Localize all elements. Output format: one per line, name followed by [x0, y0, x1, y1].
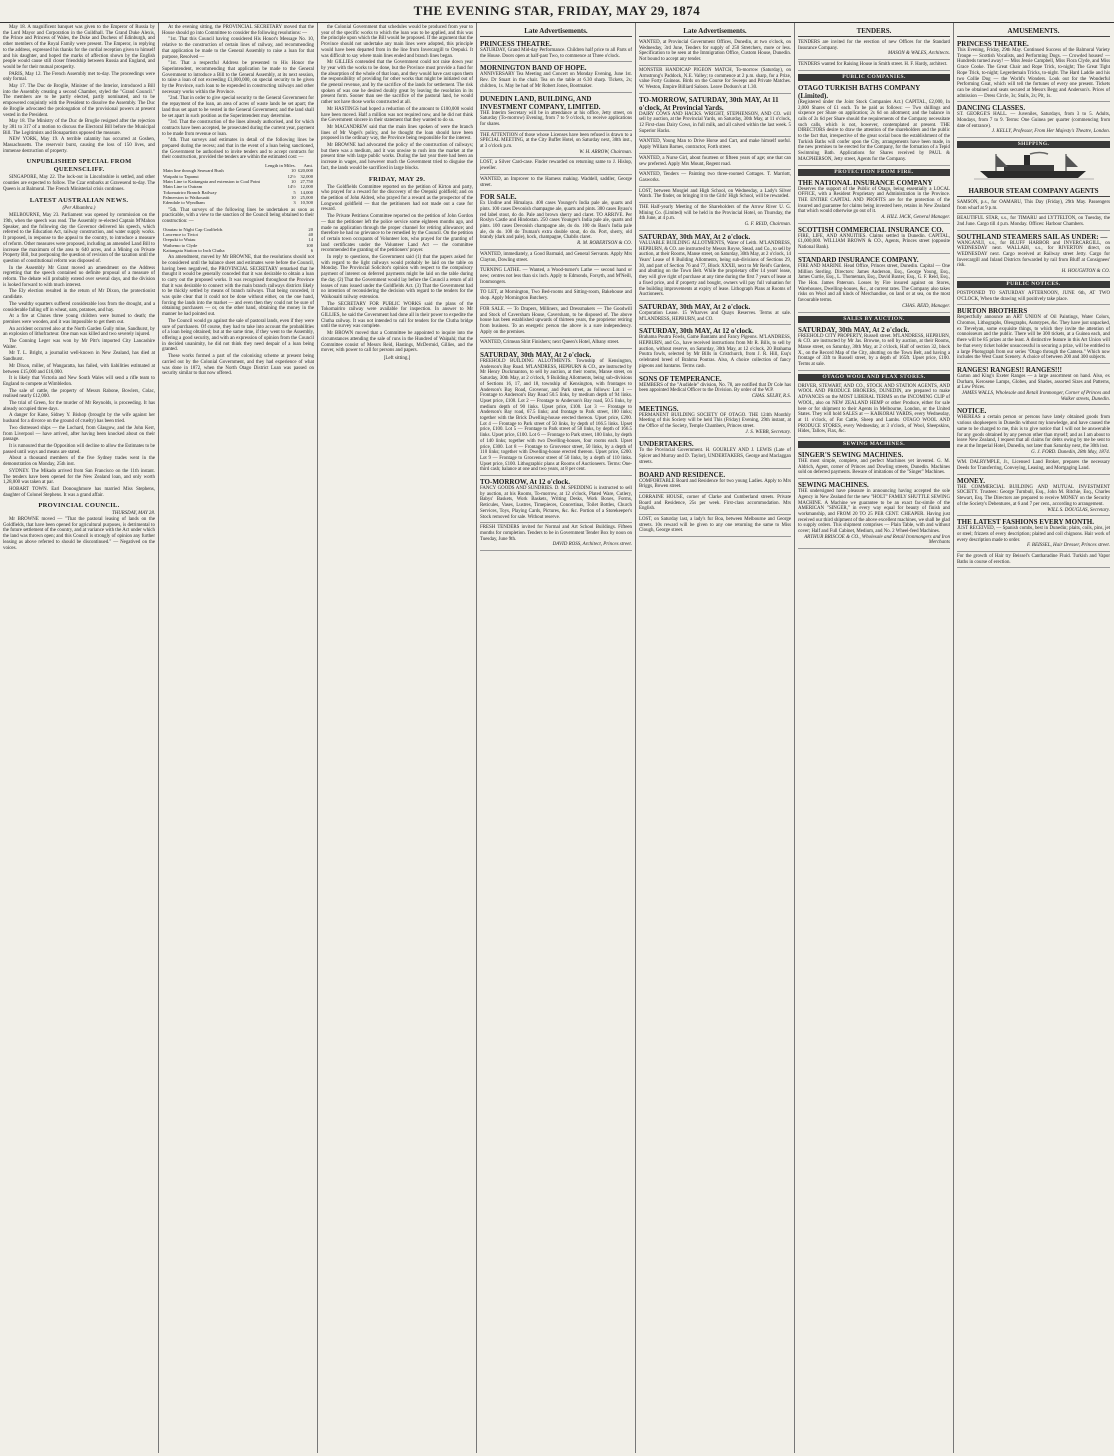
paragraph: May 18. The Ministry of the Duc de Broglie resigned after the rejection by 381 to 317 of a motion to discuss the Electoral Bill before the Municipal Bill. The Legitimists and Bonapartists opposed the measure. [3, 119, 155, 136]
ad-body: WANTED, Crimean Shirt Finishers; next Queen's Hotel, Albany street. [480, 340, 620, 346]
ad-body: TENDERS wanted for Raising House in Smith street. H. F. Hardy, architect. [798, 62, 948, 68]
advertisement [639, 187, 791, 203]
section-bar: PUBLIC COMPANIES. [798, 74, 950, 81]
advertisement [798, 382, 950, 438]
table-cell: 25,000 [300, 194, 313, 200]
paragraph: Two distressed ships — the Lochard, from Glasgow, and the John Kerr, from Liverpool — have arrived, after having been knocked about on their passage. [3, 425, 155, 443]
ad-body: TO LET, at Mornington, Two Bed-rooms and Sitting-room, Bakehouse and shop. Apply Mornington Butchery. [480, 290, 632, 302]
ad-title: BOARD AND RESIDENCE. [639, 470, 726, 479]
council-resolutions-2 [162, 208, 314, 225]
ads-list [798, 177, 950, 313]
paragraph: May 17. The Duc de Broglie, Minister of the Interior, introduced a Bill into the Assembly creating a second Chamber, styled the "Grand Council." The members are to be partly elected, partly nominated, and to be empowered conjointly with the President to dissolve the Assembly. The Duc de Broglie advocated the prolongation of the provisional powers at present vested in the President. [3, 84, 155, 118]
ad-body: FRESH TENDERS invited for Normal and Art School Buildings. Fifteen months for completion. Tenders to be in Government Tender Box by noon on Tuesday, June 9th. [480, 525, 632, 542]
advertisement [480, 131, 632, 159]
advertisement [480, 191, 632, 250]
ad-signature: ARTHUR BRISCOE & CO., Wholesale and Retail Ironmongers and Iron Merchants [804, 534, 950, 546]
ad-body: WANTED, Tenders — Painting two three-roomed Cottages. T. Marriott, Gasworks. [639, 172, 791, 183]
ad-body: WANTED, Young Man to Drive Horse and Cart, and make himself useful. Apply William Barnes, contractor, Forth street. [639, 139, 791, 151]
ad-body: Ex Undine and Himalaya. 400 cases Younger's India pale ale, quarts and pints. 100 cases Devonish champagne ale, quarts and pints. 300 cases Byass's red label stout, do do. Pale and brown sherry and claret. TO ARRIVE. Per Roslyn Castle and Hindostan. 250 cases Younger's India pale ale, quarts and pints. 100 cases Devonish champagne ale, do do. 100 do Bass's India pale ale, do do. 100 do Truman's extra double stout, do do. Port, sherry, old brandy (dark and pale), hock, champagne, Chablis claret. [480, 201, 632, 241]
advertisement [957, 364, 1110, 406]
advertisement [639, 493, 791, 515]
column-head: Late Advertisements. [639, 27, 791, 37]
table-cell: 14½ [287, 184, 296, 190]
table-cell: Main Line to Kaitangata and extension to Coal Point [163, 179, 260, 185]
advertisement [798, 38, 950, 60]
column-head: Late Advertisements. [480, 27, 632, 37]
paragraph: About a thousand members of the five Sydney trades went in the demonstration on Monday, 25th inst. [3, 456, 155, 468]
paragraph: Mr HASTINGS had hoped a reduction of the amount to £100,000 would have been moved. Half a million was not required now, and he did not think the Government sincere in their statement that they wanted to do so. [321, 106, 473, 124]
ad-body: LOST, a Silver Card-case. Finder rewarded on returning same to J. Hislop, jeweller. [480, 160, 632, 172]
paragraph: "4th. That surveys and estimates in detail of the following lines be prepared during the recess; and that in the event of a loan being sanctioned, the Government be authorised to invite tenders and to accept contracts for their construction, provided the tenders are within the estimated cost: — [162, 138, 314, 161]
ad-title: FOR SALE. [480, 193, 517, 202]
advertisement [480, 158, 632, 174]
paragraph: NEW YORK, May 19. A terrible calamity has occurred at Goshen, Massachusetts. The reservoir burst, causing the loss of 150 lives, and immense destruction of property. [3, 137, 155, 154]
ad-body: (Registered under the Joint Stock Companies Act.) CAPITAL, £2,000, In 2,000 Shares of £1 each. To be paid as follows: — Two shillings and sixpence per Share on application; 2s 6d on allotment; and the balance in calls of 2s 6d per Share should the requirements of the Company necessitate such calls, which is not, however, contemplated at present. THE DIRECTORS desire to draw the attention of the shareholders and the public to the fact that, irrespective of the great social boon the establishment of the Turkish Baths will confer upon the City, arrangements have been made, in the new premises to be erected for the Company, for the formation of a Tepid Swimming Bath. Applications for Shares received by PAUL & MACPHERSON, Jetty street, Agents for the Company. [798, 99, 950, 162]
ads-list [798, 382, 950, 438]
column-5 [636, 23, 795, 1453]
table-cell: Main line through Seaward Bush [163, 168, 224, 174]
table-cell: 10 [291, 179, 296, 185]
paragraph: In reply to questions, the Government said (1) that the papers asked for with regard to the light railways would probably be laid on the table on Monday. The Provincial Solicitor's opinion with respect to the compulsory payment of interest on deferred payments might be laid on the table during the day. (2) That the Government would lay before the Council a return of all leases of runs issued under the Goldfields Act. (3) That the Government had no intention of reconsidering the decision with regard to the tenders for the Waikouaiti railway extension. [321, 255, 473, 300]
advertisement [798, 177, 950, 224]
table-cell: 10 [291, 168, 296, 174]
ad-body: VALUABLE BUILDING ALLOTMENTS, Water of Leith. M'LANDRESS, HEPBURN, & CO. are instructed by Messrs Royse, Stead, and Co., to sell by auction, at their Rooms, Manse street, on Saturday, 30th May, at 2 o'clock, 14 Years' Lease of 8 Building Allotments, being sub-divisions of Sections 29, 30, and part of Section 76 and 77, Block XXXII, next to Mr Reid's Gardens, and abutting on the Town Belt. While the proprietary offer 14 years' lease, they will give right of purchase at any time during the first 7 years of lease at a fixed price, and if property and bought, owners will pay full valuation for the building improvements at expiry of lease. Lithograph Plans at Rooms of Auctioneers. [639, 240, 792, 298]
advertisement [480, 288, 632, 304]
section-bar: SHIPPING. [957, 141, 1110, 148]
paragraph: May 18. A magnificent banquet was given to the Emperor of Russia by the Lord Mayor and Corporation in the Guildhall. The Grand Duke Alexis, the Prince and Princess of Wales, the Duke and Duchess of Edinburgh, and other members of the Royal Family were present. The Emperor, in replying to the address, expressed his thanks for the cordial reception given to himself and his daughter, and hoped the marks of affection shown by the English people would cause still closer friendship between Russia and England, and would be for their mutual prosperity. [3, 25, 155, 70]
table-cell: 40 [308, 231, 313, 237]
ad-body: FREEHOLD BUILDING ALLOTMENTS. Township of Kensington, Anderson's Bay Road. M'LANDRESS, HEPBURN & CO., are instructed by Mr Henry Duckmanton, to sell by auction, at their rooms, Manse street, on Saturday, 30th May, at 2 o'clock, 9 Building Allotments, being sub-divisions of Sections 16, 17, and 18, township of Kensington, with frontages to Anderson's Bay Road, Grovenor, and Park street, as follows: Lot 1 — Frontage to Anderson's Bay Road 50.5 links, by medium depth of 94 links. Upset price, £100. Lot 2 — Frontage to Anderson's Bay road, 50.5 links, by medium depth of 90 links. Upset price, £100. Lot 3 — Frontage to Anderson's Bay road, 67.5 links; and frontage to Park street, 100 links; together with the Brick Dwelling-house erected thereon. Upset price, £200. Lot 4 — Frontage to Park street of 50 links, by depth of 166.5 links. Upset price, £100. Lot 5 — Frontage to Park street of 50 links, by depth of 166.5 links. Upset price, £100. Lot 6 — Frontage to Park street, 100 links, by depth of 140 links; together with two Dwelling-houses, four rooms each. Upset price, £300. Lot 8 — Frontage to Grosvenor street, 50 links, by a depth of 110 links; together with Dwelling-house erected thereon. Upset price, £200. Lot 9 — Frontage to Grosvenor street of 50 links, by a depth of 110 links. Upset price, £100. Lithographic plans at Rooms of Auctioneers. Terms: One-third cash; balance at one and two years, at 8 per cent. [480, 359, 632, 473]
ad-title: PRINCESS THEATRE. [957, 40, 1029, 48]
advertisement [798, 224, 950, 254]
heading-special: UNPUBLISHED SPECIAL FROM QUEENSCLIFF. [26, 158, 132, 174]
section-bar: OTAGO WOOL AND FLAX STORES. [798, 374, 950, 381]
section-bar: SALES BY AUCTION. [798, 316, 950, 323]
table-cell: 5 [293, 189, 296, 195]
table-cell: 20 [308, 226, 313, 232]
advertisement [480, 349, 632, 476]
table-cell: 27,750 [300, 179, 313, 185]
ads-list [798, 38, 950, 71]
column-1 [0, 23, 159, 1453]
council-resolutions [162, 25, 314, 161]
table-cell: 14,000 [300, 189, 313, 195]
ad-body: ST. GEORGE'S HALL. — Juveniles, Saturdays, from 3 to 5. Adults, Mondays, from 7 to 9. Terms: One Guinea per quarter (commencing from date of entrance). [957, 112, 1110, 129]
table-cell: Waihemo to Clyde [163, 242, 198, 248]
advertisement [957, 231, 1110, 278]
ad-title: THE LATEST FASHIONS EVERY MONTH. [957, 518, 1094, 527]
ad-title: PRINCESS THEATRE. [480, 40, 552, 48]
table-cell: Main Line to Outram [163, 184, 203, 190]
table-cell: Orepuki to Waiau [163, 237, 196, 243]
ad-body: WANTED, at Provincial Government Offices, Dunedin, at two o'clock, on Wednesday, 3rd June, Tenders for supply of 250 Stretchers, more or less. Specification to be seen at the Immigration Office, Custom House, Dunedin. Not bound to accept any tender. [639, 40, 791, 63]
paragraph: "5th. That surveys of the following lines be undertaken as soon as practicable, with a view to the sanction of the Council being obtained to their construction: — [162, 207, 314, 224]
council-debate-cont [321, 25, 473, 172]
steamship-engraving [974, 151, 1094, 181]
ad-body: WM. DALRYMPLE, Jr., Licensed Land Broker, prepares the necessary Deeds for Transferring, Conveying, Leasing, and Mortgaging Land. [957, 460, 1110, 472]
advertisement [480, 175, 632, 191]
advertisement [798, 449, 950, 479]
paragraph: The SECRETARY FOR PUBLIC WORKS said the plans of the Tokomairiro railway were available for inspection. In answer to Mr GILLIES, he said the Government had done all in their power to expedite the Clutha railway. It was not intended to call for tenders for the Clutha bridge until the survey was complete. [321, 301, 473, 330]
column-6 [795, 23, 954, 1453]
paragraph: At the evening sitting, the PROVINCIAL SECRETARY moved that the House should go into Committee to consider the following resolutions: — [162, 25, 314, 36]
ads-list [639, 38, 791, 537]
table-cell: 12½ [287, 173, 296, 179]
advertisement [480, 523, 632, 551]
paragraph: The Private Petitions Committee reported on the petition of John Gordon — that the petitioner left the police service some eighteen months ago, and made no application through the proper channel for retiring allowance; and therefore he had no grievance to be remedied by the Council. On the petition of certain town occupants of Volunteer lots, who prayed for the granting of land certificates under the Volunteer Land Act — the committee recommended the granting of the petitioners' prayer. [321, 214, 473, 254]
advertisement [957, 289, 1110, 305]
ad-title: THE NATIONAL INSURANCE COMPANY [798, 178, 933, 187]
column-head: AMUSEMENTS. [957, 27, 1110, 37]
column-3 [318, 23, 477, 1453]
ad-title: NOTICE. [957, 407, 987, 416]
ad-body: WANTED, a Nurse Girl, about fourteen or fifteen years of age; one that can sew preferred. Apply Mrs Mount, Regent road. [639, 155, 791, 167]
table-cell: Palmerston to Waikouaiti [163, 194, 210, 200]
news-australian [3, 213, 155, 468]
hobart-paragraph: HOBART TOWN. Earl Donoughmore has married Miss Stephens, daughter of Colonel Stephens. It was a grand affair. [3, 486, 155, 498]
ad-body: Corporation Lease. 15 Wharves and Quays Reserves. Terms at sale. M'LANDRESS, HEPBURN, and CO. [639, 310, 791, 322]
paragraph: At a fire at Clunes three young children were burned to death; the premises were wooden, and it was impossible to get them out. [3, 314, 155, 325]
table-cell: Waipahi to Tapanui [163, 173, 199, 179]
railway-table-body [162, 168, 314, 205]
advertisement [480, 305, 632, 339]
masthead: THE EVENING STAR, FRIDAY, MAY 29, 1874 [0, 0, 1114, 23]
table-cell: Otautau to Night Cap Coalfields [163, 226, 223, 232]
table-cell: 100 [306, 242, 313, 248]
ad-body: For the growth of Hair try Beissel's Cantharadine Fluid. Turkish and Vapor Baths in course of erection. [957, 554, 1110, 565]
advertisement [639, 38, 791, 66]
heading-latest: LATEST AUSTRALIAN NEWS. [29, 196, 129, 204]
advertisement [480, 338, 632, 349]
special-paragraph: SINGAPORE, May 22. The lock-out in Lincolnshire is settled, and other counties are expected to follow. The Czar embarks at Gravesend to-day. The Queen is at Balmoral. The French Ministerial crisis continues. [3, 175, 155, 192]
table-cell: 10,500 [300, 200, 313, 206]
ad-body: THE Interim Secretary will be in attendance at his office, Jetty street, on Saturday (To-morrow) Evening, from 7 to 9 o'clock, to receive applications for shares. [480, 110, 632, 127]
paragraph: "3rd. That the construction of the lines already authorised, and for which contracts have been accepted, be prosecuted during the current year, payment to be made from revenue or loan. [162, 120, 314, 137]
advertisement [480, 93, 632, 131]
section-bar: SEWING MACHINES. [798, 441, 950, 448]
ads-list [798, 82, 950, 166]
paragraph: MELBOURNE, May 23. Parliament was opened by commission on the 19th, when the speech was read. The Assembly re-elected Captain M'Mahon Speaker, and the following day the Governor delivered his speech, which referred to the Education Act, railway construction, and water supply works. It proposed, in response to the appeal to the country, to introduce a measure of reform. Other measures were proposed, including an amended Land Bill to increase the maximum of the area to 640 acres, and a Mining on Private Property Bill, but postponing the question of revision of the taxation until the question of constitutional reform was disposed of. [3, 213, 155, 264]
ad-title: STANDARD INSURANCE COMPANY. [798, 255, 919, 264]
ad-signature: W. H. ARROW, Chairman. [579, 149, 632, 155]
paragraph: The sale of cattle, the property of Messrs Rabone, Bowlers, Colac, realised nearly £12,000. [3, 388, 155, 400]
ads-list [957, 289, 1110, 569]
council-friday [321, 185, 473, 354]
advertisement [957, 405, 1110, 458]
paragraph: An amendment, moved by Mr BROWNE, that the resolutions should not be considered until the balance sheet and estimates were before the Council, having been negatived, the PROVINCIAL SECRETARY remarked that he thought it would be generally conceded that it was desirable to obtain a loan to carry out the proposed works. It was recognised throughout the Province that it was desirable to connect with the main branch railways districts likely to be thickly settled by means of branch railways. That being conceded, it was quite clear that it could not be done without either, on the one hand, forcing the lands into the market — and even then they could not be sure of obtaining purchasers — or, on the other hand, obtaining the money in the manner he had pointed out. [162, 255, 314, 318]
ad-signature: G. J. FORD. Dunedin, 28th May, 1874. [1031, 449, 1110, 455]
ad-body: FIRE, LIFE, AND ANNUITIES. Claims settled in Dunedin. CAPITAL, £1,000,000. WILLIAM BROWN & CO., Agents, Princes street (opposite National Bank). [798, 233, 950, 251]
ad-body: Garton and King's Exeter Ranges — a large assortment on hand. Also, ex Durham, Kerosene Lamps, Globes, and Shades, assorted Sizes and Patterns, at Low Prices. [957, 373, 1110, 391]
advertisement [639, 325, 791, 372]
ad-signature: G. F. REID, Chairman. [744, 222, 791, 228]
advertisement [957, 38, 1110, 102]
table-cell: 32,000 [300, 173, 313, 179]
paragraph: Mr BROWNE had advocated the policy of the construction of railways; but there was a medium, and it was unwise to rush into the market at the present time with large public works. During the last year there had been an increase in wages, and however much the Government tried to disguise the fact, the lands would be sacrificed in large blocks. [321, 143, 473, 171]
advertisement [639, 203, 791, 231]
ad-body: SATURDAY, Grand Mid-day Performance. Children half price to all Parts of the House. Doors open at half-past Two, to commence at Three o'clock. [480, 48, 632, 59]
ad-signature: J. KELLY, Professor, From Her Majesty's Theatre, London. [991, 129, 1110, 135]
ad-body: THE Half-yearly Meeting of the Shareholders of the Arrow River U. G. Mining Co. (Limited) will be held in the Provincial Hotel, on Thursday, the 4th June, at 4 p.m. [639, 205, 791, 222]
table-cell: 12,000 [300, 184, 313, 190]
paragraph: Mr GILLIES contended that the Government could not raise down year by year with the works to be done, but the Province must provide a fund for the absorption of the whole of that loan, and they would have cast upon them the responsibility of providing for other works that might be initiated out of the general revenue, and by the sacrifice of the lands for settlement. The risk spoken of was one he desired doubly great by leaving the resolution in its present form. Sooner than see the sacrifice of the pastoral land, he would rather not have those works constructed at all. [321, 60, 473, 106]
ad-body: FOR SALE. — To Drapers, Milliners, and Dressmakers — The Goodwill and Stock of Caversham House, Caversham, to be disposed of. The above house has been established upwards of thirteen years, the proprietor retiring from business. To an energetic person the above is a sure independency. Apply on the premises. [480, 306, 632, 335]
advertisement [957, 516, 1110, 552]
ad-body: WANTED, an Improver to the Harness making. Waddell, saddler, George street. [480, 176, 632, 188]
ad-body: DAIRY COWS AND HACKS. WRIGHT, STEPHENSON, AND CO. will sell by auction, at the Provincial Yards, on Saturday, 30th May, at 11 o'clock, 12 First-class Dairy Cows, in full milk, and all calved within the last week. 5 Superior Hacks. [639, 111, 791, 134]
table-row [162, 248, 314, 253]
ad-signature: DAVID ROSS, Architect, Princes street. [552, 542, 632, 548]
ad-body: WANTED, immediately, a Good Barmaid, and General Servants. Apply Mrs Clayton, Dowling street. [480, 251, 632, 263]
survey-table-body [162, 227, 314, 253]
advertisement [639, 403, 791, 439]
paragraph: The Council would go against the sale of pastoral lands, even if they were sure of purchasers. Of course, they had to take into account the probabilities of a loan being obtained; but at the same time, if they went to the Assembly, offering a good security, and with an expression of opinion from the Council in decided unanimity, he did not think they need despair of a loan being granted. [162, 318, 314, 353]
table-cell: Tokomairiro Branch Railway [163, 189, 217, 195]
ad-body: DRIVER, STEWART, AND CO., STOCK AND STATION AGENTS, AND WOOL AND PRODUCE BROKERS, DUNEDIN, are prepared to make ADVANCES on the MOST LIBERAL TERMS on the INCOMING CLIP of WOOL, also on NEW ZEALAND HEMP or other Produce, either for sale here or for shipment to their Agents in Melbourne, London, or the United States. They will hold SALES at — KAIKORAI YARDS, every Wednesday, at 11 o'clock, of Fat Cattle, Sheep and Lambs. OTAGO WOOL AND PRODUCE STORES, every Wednesday, at 3 o'clock, of Wool, Sheepskins, Hides, Tallow, Flax, &c. [798, 383, 950, 435]
paragraph: These works formed a part of the colonising scheme at present being carried out by the Colonial Government, and they had experience of what was done in 1872, when the North Otago District Loan was passed on security similar to that now offered. [162, 354, 314, 377]
ad-body: This Evening, Friday, 29th May. Continued Success of the Balmoral Variety Troupe — Scottish Vocalists, and Performing Dogs. — Crowded houses! — Hundreds turned away! — Miss Jessie Campbell, Miss Flora Clyde, and Miss Grace Cooke. The Great Chair and Rope Trick, to-night; The Great Tight Rope Trick, to-night; Legerdemain Tricks, to-night. The Hard Laddie and his two Collie Dog — the World's Wonders. Look out for the Wonderful Performing Goat, which will tell the fortunes of every one present. Tickets can be obtained and seats secured at Messrs Begg and Anderson's. Prices of admission — Dress Circle, 3s; Stalls, 2s; Pit, 1s. [957, 48, 1110, 99]
advertisement [957, 475, 1110, 517]
ad-title: DANCING CLASSES. [957, 104, 1026, 113]
council-dateline: THURSDAY, MAY 28. [111, 511, 155, 517]
advertisement [798, 324, 950, 371]
ad-body: Respectfully announce an ART UNION of Oil Paintings, Water Colors, Chromos, Lithographs, Oleographs, Autotypes, &c. They have just unpacked, ex Trevelyan, some exquisite things, to which they invite the attention of connoisseurs and the public. There will be 300 tickets, at a Guinea each, and there will be 85 prizes at the least. A distinctive feature in this Art Union will be that every ticket holder unsuccessful in securing a prize, will be entitled to a large Photograph from our series "Otago through the Camera." Which now includes the West Coast Scenery. A choice of between 200 and 300 subjects. [957, 315, 1110, 361]
ad-body: LOST, on Saturday last, a lady's fur Boa, between Melbourne and George streets. 10s reward will be given to any one returning the same to Miss Clough, George street. [639, 517, 791, 534]
ad-title: SATURDAY, 30th MAY, At 2 o'clock. [798, 325, 910, 334]
ad-title: TO-MORROW, SATURDAY, 30th MAY, At 11 o'clock, At Provincial Yards. [639, 95, 779, 112]
ad-signature: A. HILL JACK, General Manager. [881, 215, 950, 221]
advertisement [639, 170, 791, 186]
advertisement [957, 198, 1110, 214]
table-cell: £20,000 [298, 168, 313, 174]
ad-body: LORRAINE HOUSE, corner of Clarke and Cumberland streets. Private Board and Residence, 25s per week. First-class accommodation. Mrs English. [639, 494, 791, 512]
table-cell: Lawrence to Tiviot [163, 231, 198, 237]
ad-body: SAMSON, p.s., for OAMARU, This Day (Friday), 29th May. Passengers from wharf at 9 p.m. [957, 199, 1110, 211]
table-header: Length in Miles. [265, 163, 296, 169]
paragraph: "1st. That this Council having considered His Honor's Message No. 10, relative to the construction of certain lines of railway, and recommending that application be made to the General Assembly to raise a loan for that purpose, Resolved — [162, 37, 314, 60]
ad-title: SATURDAY, 30th MAY, At 2 o'clock. [639, 302, 751, 311]
ad-signature: F. BEISSEL, Hair Dresser, Princes street. [1026, 543, 1110, 549]
ad-body: MEMBERS of the "Audidele" division, No. 78, are notified that Dr Cole has been appointed Medical Officer to the Division. By order of the W.P. [639, 382, 791, 394]
ad-body: FANCY GOODS AND SUNDRIES. D. M. SPEDDING is instructed to sell by auction, at his Rooms, To-morrow, at 12 o'clock, Plated Ware, Cutlery, Babys' Baskets, Work Baskets, Writing Desks, Work Boxes, Forms, Reticules, Vases, Lustres, Timepieces, Concertinas, Toilet Bottles, Church Services, Toys, Playing Cards, Pictures, &c. &c. Portion of a Storekeeper's Stock removed for sale. Without reserve. [480, 486, 632, 520]
paragraph: The trial of Green, for the murder of Mr Reynolds, is proceeding. It has already occupied three days. [3, 401, 155, 412]
column-2 [159, 23, 318, 1453]
table-cell: 3 [293, 200, 296, 206]
ads-list [957, 38, 1110, 138]
advertisement [639, 438, 791, 468]
survey-table [162, 227, 314, 253]
ad-title: SOUTHLAND STEAMERS SAIL AS UNDER: — [957, 232, 1108, 241]
advertisement [798, 254, 950, 313]
advertisement [480, 38, 632, 62]
paragraph: "2nd. That in order to give special security to the General Government for the repayment of the loan, an area of acres of waste lands be set apart; the land thus set apart to be vested in the General Government; and the land shall be set apart in such position as the Superintendent may determine. [162, 96, 314, 119]
sydney-paragraph: SYDNEY. The Mikado arrived from San Francisco on the 11th instant. The tenders have been opened for the New Zealand loan, and only worth 1,28,000 was taken at par. [3, 468, 155, 486]
advertisement [639, 469, 791, 493]
ad-body: THE undersigned have pleasure in announcing having accepted the sole Agency in New Zealand for the new "HOLT" FAMILY SHUTTLE SEWING MACHINE. A Machine we guarantee to be an exact fac-simile of the AMERICAN "SINGER," in every way equal for beauty of finish and workmanship, and FROM 20 TO 25 PER CENT. CHEAPER. Having just received our third shipment of the above excellent machines, we shall be glad to supply orders. This shipment comprises — Plain Table, with and without cover; Half and Full Cabinet, Medium, and No. 2 Wheel-feed Machines. [798, 489, 950, 535]
ad-body: THE most simple, complete, and perfect Machines yet invented. G. M. Aldrich, Agent, corner of Princes and Dowling streets, Dunedin. Machines sold on deferred payments. Beware of imitations of the "Singer" Machines. [798, 459, 950, 476]
advertisement [639, 154, 791, 170]
ad-body: POSTPONED TO SATURDAY AFTERNOON, JUNE 6th, AT TWO O'CLOCK, When the drawing will positively take place. [957, 290, 1110, 302]
table-cell: Kaitangata Station to Inch Clutha [163, 247, 225, 253]
paragraph: The wealthy squatters suffered considerable loss from the drought, and a considerable falling off in wheat, oats, potatoes, and hay. [3, 301, 155, 313]
ad-body: FIRE AND MARINE. Head Office, Princes street, Dunedin. Capital — One Million Sterling. Directors: James Anderson, Esq., George Young, Esq., James Currie, Esq., L. Thomeman, Esq., David Baxter, Esq., G. F. Reid, Esq., The Hon. James Paterson. Losses by Fire insured against on Stores, Warehouses, Dwelling-houses, &c., at current rates. The Company also takes risks on Wool and all kinds of Merchandise, on land or at sea, on the most favourable terms. [798, 263, 950, 304]
council-debate [162, 255, 314, 377]
subheading-latest: (Per Alhambra.) [62, 205, 96, 211]
ads-list [798, 324, 950, 371]
council-paragraph: Mr BROWNE moved — "That the pastoral leasing of lands on the Goldfields, that have been opened for agricultural purposes, is detrimental to the future settlement of the country, and at variance with the Act under which the land was thrown open; and this Council is strongly of opinion any further leasing as above referred to should be discontinued." — Negatived on the voices. [3, 517, 155, 551]
ad-signature: H. HOUGHTON & CO. [1061, 269, 1110, 275]
ad-signature: J. S. WEBB, Secretary. [745, 429, 791, 435]
ad-title: MEETINGS. [639, 404, 679, 413]
ad-title: SEWING MACHINES. [798, 481, 869, 490]
paragraph: It is rumoured that the Opposition will decline to allow the Estimates to be passed until ways and means are stated. [3, 444, 156, 455]
advertisement [480, 476, 632, 523]
advertisement [798, 60, 950, 71]
ad-body: To the Provincial Government. H. GOURLEY AND J. LEWIS (Late of Spicer and Murray and D. Taylor), UNDERTAKERS, George and Maclaggan streets. [639, 448, 791, 465]
advertisement [480, 266, 632, 288]
ad-body: TURNING LATHE. — Wanted, a Wood-turner's Lathe — second hand or new; centres not less than six inch. Apply to Edmonds, Forsyth, and M'Neill, Ironmongers. [480, 268, 632, 285]
ad-body: Brahama Poutra Fowls, Game Bantams and Fancy Pigeons. M'LANDRESS, HEPBURN, and Co., have received instructions from Mr R. Bills, to sell by auction, without reserve, on Saturday, 30th May, at 12 o'clock, 20 Brahama Poutra fowls, selected by Mr Bills in Cristchurch, from J. R. Hill, Esq's celebrated breed of Brahma Poutras. Also, A choice collection of fancy pigeons and bantams. Terms cash. [639, 335, 791, 369]
paragraph: Mr MACANDREW said that the main lines spoken of were the branch lines of Mr Vogel's policy, and he thought the loan should have been proposed in the ordinary way, the Province being responsible for the interest. [321, 124, 473, 142]
ad-body: TENDERS are invited for the erection of new Offices for the Standard Insurance Company. [798, 40, 950, 51]
advertisement [957, 102, 1110, 138]
railway-table [162, 163, 314, 205]
paragraph: The Conning Leger was won by Mr Pitt's imported City Lancashire Waiter. [3, 339, 155, 350]
ad-title: TO-MORROW, At 12 o'clock. [480, 478, 571, 487]
steamship-icon [957, 151, 1110, 184]
advertisement [639, 137, 791, 153]
ad-signature: JAMES WALLS, Wholesale and Retail Ironmonger, Corner of Princes and Walker streets, Dunedin. [961, 391, 1110, 402]
ad-body: BEAUTIFUL STAR, s.s., for TIMARU and LYTTELTON, on Tuesday, the 2nd June. Cargo till 4 p.m. Monday. Offices: Harbour Chambers. [957, 216, 1110, 227]
section-bar: PUBLIC NOTICES. [957, 281, 1110, 288]
friday-dateline: FRIDAY, MAY 29. [368, 175, 426, 183]
ad-signature: CHAS. REID, Manager. [902, 303, 950, 309]
advertisement [639, 94, 791, 138]
section-bar: PROTECTION FROM FIRE. [798, 169, 950, 176]
paragraph: The Goldfields Committee reported on the petition of Kirton and party, who prayed for a reward for the discovery of the Orepuki goldfield; and on the petition of John Aldred, who prayed for a reward as the prospector of the Longwood goldfield — that the petitioners had not made out a case for reward. [321, 184, 473, 213]
paragraph: A danger for Kane, Sidney Y. Bishop (brought by the wife against her husband for a divorce on the ground of cruelty) has been tried. [3, 413, 155, 425]
ship-caption: HARBOUR STEAM COMPANY AGENTS [957, 187, 1110, 197]
advertisement [798, 479, 950, 549]
ad-body: Deserves the support of the Public of Otago, being essentially a LOCAL OFFICE, with a Resident Proprietary and Administration in the Province. THE ENTIRE CAPITAL AND PROFITS are for the protection of the insured and guarantee for claims being invested here, retains in New Zealand that which would otherwise go out of it. [798, 186, 950, 215]
heading-council: PROVINCIAL COUNCIL. [38, 502, 120, 510]
column-7 [954, 23, 1113, 1453]
paragraph: Mr BROWN moved that a Committee be appointed to inquire into the circumstances attending the sale of runs in the Hundred of Waipahi; that the Committee consist of Messrs Reid, Hastings, McDermid, Gillies, and the mover, with power to call for persons and papers. [321, 331, 473, 354]
ad-body: WANGANUI, s.s., for BLUFF HARBOR and INVERCARGILL, on WEDNESDAY next. WALLABI, s.s., for RIVERTON direct, on WEDNESDAY next. Cargo received at Railway street Jetty. Cargo for Invercargill and Inland Districts forwarded by rail from Bluff at Consignees' risk. [957, 240, 1110, 269]
ad-signature: MASON & WALES, Architects. [887, 51, 950, 57]
table-cell: Edendale to Wyndham [163, 200, 205, 206]
ad-body: THE COMMERCIAL BUILDING AND MUTUAL INVESTMENT SOCIETY. Trustees: George Turnbull, Esq., John M. Ritchie, Esq., Charles Stewart, Esq. The Directors are prepared to receive MONEY on the Security of the Society's Debentures, at 6 and 7 per cent., according to arrangement. [957, 484, 1110, 507]
paragraph: Mr T. L. Bright, a journalist well-known in New Zealand, has died at Sandhurst. [3, 351, 155, 363]
ad-body: FREEHOLD CITY PROPERTY, Russell street. M'LANDRESS, HEPBURN, & CO. are instructed by Mr Jas. Browne, to sell by auction, at their Rooms, Manse street, on Saturday, 30th May, at 2 o'clock, Half of section 32, block X., on the Record Map of the City, abutting on the Town Belt, and having a frontage of 33ft to Russell street, by a depth of 165ft. Upset price, £100. Terms at sale. [798, 333, 950, 368]
ad-title: SONS OF TEMPERANCE. [639, 374, 722, 383]
paragraph: In the Assembly Mr Grant moved an amendment on the Address regretting that the speech contained no definite proposal of a measure of reform. The debate will probably extend over several days, and the division is looked forward to with much interest. [3, 265, 155, 288]
column-4 [477, 23, 636, 1453]
advertisement [639, 66, 791, 94]
ad-title: SINGER'S SEWING MACHINES. [798, 451, 904, 460]
ad-title: BURTON BROTHERS [957, 307, 1028, 316]
paragraph: "1st. That a respectful Address be presented to His Honor the Superintendent, recommending that application be made to the General Government to introduce a Bill to the General Assembly, at its next session, to raise a loan of not exceeding £1,000,000, on special security to be given by the Province, such loan to be expended in constructing railways and other necessary works within the Province. [162, 61, 314, 95]
ad-body: JUST RECEIVED, — Spanish combs, best in Dunedin; plaits, coils, pins, jet or steel; frizzets of every description; plaited and coil chignons. Hair work of every description made to order. [957, 526, 1110, 543]
ad-body: PERMANENT BUILDING SOCIETY OF OTAGO. THE 124th Monthly Meeting of this Society will be held This (Friday) Evening, 29th instant, at the Office of the Society, Temple Chambers, Princes street. [639, 412, 791, 430]
columns [0, 23, 1114, 1453]
ad-body: MONSTER HANDICAP PIGEON MATCH, To-morrow (Saturday), on Armstrong's Paddock, N.E. Valley; to commence at 2 p.m. sharp, for a Prize, value Forty Guineas. Birds on the Course for Sweeps and Private Matches. W. Weston, Empire Billiard Saloon. Leave Dodson's at 1.30. [639, 67, 791, 90]
ads-list [957, 198, 1110, 278]
ad-title: OTAGO TURKISH BATHS COMPANY (Limited). [798, 83, 920, 100]
ad-body: THE ATTENTION of those whose Licenses have been refused is drawn to a SPECIAL MEETING, at the City Buffet Hotel, on Saturday next, 30th inst., at 3 o'clock p.m. [480, 132, 632, 150]
advertisement [957, 458, 1110, 474]
ad-title: SATURDAY, 30th MAY, At 2 o'clock. [639, 232, 751, 241]
paragraph: Mr Dixon, miller, of Wangaratta, has failed, with liabilities estimated at between £15,000 and £16,000. [3, 363, 155, 375]
paragraph: The Ely election resulted in the return of Mr Dixon, the protectionist candidate. [3, 289, 155, 301]
advertisement [639, 373, 791, 403]
ad-title: DUNEDIN LAND, BUILDING, AND INVESTMENT COMPANY, LIMITED. [480, 94, 601, 111]
table-cell: 6 [310, 247, 313, 253]
advertisement [957, 552, 1110, 568]
news-foreign [3, 25, 155, 154]
ad-body: LOST, between Mosgiel and High School, on Wednesday, a Lady's Silver Watch. The finder, on bringing it to the Girls' High School, will be rewarded. [639, 188, 791, 200]
ad-title: RANGES! RANGES!! RANGES!!! [957, 365, 1063, 374]
paragraph: the Colonial Government that schedules would be produced from year to year of the specific works to which the loan was to be applied, and this was the principle upon which the Bill would be proposed. If the argument that the Province should not undertake any main lines were adopted, this principle would have been departed from in the line from Invercargill to Orepuki. It was difficult to say where main lines ended and branch lines began. [321, 25, 473, 59]
advertisement [957, 305, 1110, 364]
table-row [162, 200, 314, 205]
advertisement [798, 82, 950, 166]
ad-body: ANNIVERSARY Tea Meeting and Concert on Monday Evening, June 1st. Rev. Dr Stuart in the chair. Tea on the table at 6.30 sharp. Tickets, 2s; children, 1s. May be had of Mr Robert Jones, Bootmaker. [480, 72, 632, 89]
ad-body: COMFORTABLE Board and Residence for two young Ladies. Apply to Mrs Briggs, Bowen street. [639, 478, 791, 490]
advertisement [957, 214, 1110, 230]
ad-body: WHEREAS a certain person or persons have lately obtained goods from various shopkeepers in Dunedin without my knowledge, and have caused the same to be charged to me, this is to give notice that I will not be answerable for any goods obtained by any person other than myself; and as I am about to leave New Zealand, I request that all claims for debts owing by me be sent to me at the Imperial Hotel, Dunedin, not later than Saturday next, the 30th inst. [957, 415, 1110, 449]
advertisement [639, 515, 791, 537]
ad-title: UNDERTAKERS. [639, 440, 694, 449]
table-cell: 14 [308, 237, 313, 243]
advertisement [480, 250, 632, 266]
ad-title: SATURDAY, 30th MAY, At 12 o'clock. [639, 327, 754, 336]
left-sitting: [Left sitting.] [383, 355, 411, 361]
advertisement [480, 62, 632, 92]
ad-title: MONEY. [957, 476, 985, 485]
ad-signature: R. M. ROBERTSON & CO. [577, 241, 632, 247]
table-header: Amt. [303, 163, 313, 169]
ad-title: MORNINGTON BAND OF HOPE. [480, 64, 587, 73]
ad-title: SCOTTISH COMMERCIAL INSURANCE CO. [798, 225, 944, 234]
ads-list [798, 449, 950, 549]
column-head: TENDERS. [798, 27, 950, 37]
advertisement [639, 301, 791, 325]
ad-title: SATURDAY, 30th MAY, At 2 o'clock. [480, 351, 592, 360]
ad-signature: WILL S. DOUGLAS, Secretary. [1047, 507, 1110, 513]
paragraph: PARIS, May 12. The French Assembly met to-day. The proceedings were only formal. [3, 71, 155, 83]
paragraph: An accident occurred also at the North Garden Gully mine, Sandhurst, by an explosion of lithofracteur. One man was killed and two severely injured. [3, 326, 155, 338]
advertisement [639, 231, 791, 301]
table-cell: 10 [291, 194, 296, 200]
ads-list [480, 38, 632, 551]
paragraph: It is likely that Victoria and New South Wales will send a rifle team to England to compete at Wimbledon. [3, 376, 155, 387]
ad-signature: CHAS. SELBY, R.S. [751, 393, 791, 399]
